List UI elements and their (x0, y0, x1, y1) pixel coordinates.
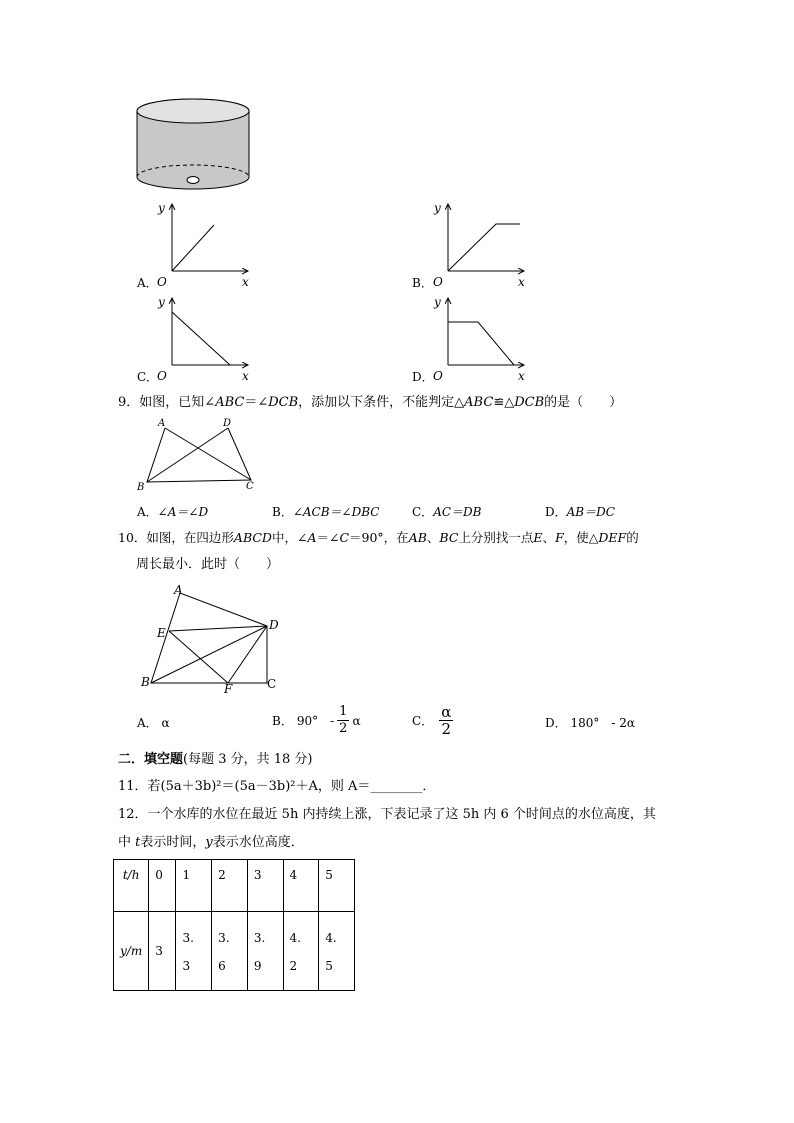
section-title: 二．填空题(每题 3 分，共 18 分) (118, 752, 313, 767)
q10-option-b[interactable]: B． 90° - $\frac{1}{2}$ α (272, 704, 361, 736)
table-cell: 4. 5 (319, 912, 355, 991)
table-cell: 3. 9 (247, 912, 283, 991)
q10-option-a[interactable]: A． α (137, 716, 170, 730)
q9-option-b[interactable]: B．∠ACB＝∠DBC (272, 505, 380, 519)
vertex-b: B (137, 482, 145, 493)
table-cell: 3 (247, 860, 283, 912)
table-cell: 3. 6 (212, 912, 248, 991)
origin-label: O (433, 369, 443, 383)
table-cell: 0 (149, 860, 176, 912)
x-axis-label: x (242, 369, 249, 383)
q10-figure (138, 582, 288, 696)
table-cell: 2 (212, 860, 248, 912)
x-axis-label: x (518, 369, 525, 383)
q10-option-c[interactable]: C． $\frac{\alpha}{2}$ (412, 703, 452, 738)
x-axis-label: x (518, 275, 525, 289)
q8-graph-a[interactable] (152, 200, 257, 290)
table-cell: 5 (319, 860, 355, 912)
table-cell: 4. 2 (283, 912, 319, 991)
vertex-d: D (269, 618, 279, 632)
y-axis-label: y (434, 201, 441, 215)
table-cell: 3. 3 (176, 912, 212, 991)
vertex-b: B (141, 675, 150, 689)
y-axis-label: y (158, 295, 165, 309)
x-axis-label: x (242, 275, 249, 289)
q11-text: 11．若(5a＋3b)²＝(5a－3b)²＋A，则 A＝________． (118, 779, 436, 794)
table-cell: y/m (114, 912, 149, 991)
vertex-a: A (158, 418, 166, 429)
q8-option-d-label: D． (412, 370, 434, 384)
origin-label: O (433, 275, 443, 289)
q10-option-d[interactable]: D． 180° - 2α (545, 716, 635, 730)
q8-option-a-label: A． (137, 276, 158, 290)
cylinder-figure (132, 94, 254, 198)
vertex-e: E (157, 626, 166, 640)
origin-label: O (157, 275, 167, 289)
table-row (114, 860, 355, 912)
q9-option-c[interactable]: C．AC＝DB (412, 505, 482, 519)
table-cell: t/h (114, 860, 149, 912)
q8-option-c-label: C． (137, 370, 159, 384)
q9-figure (136, 416, 260, 494)
y-axis-label: y (158, 201, 165, 215)
q9-stem: 9．如图，已知∠ABC＝∠DCB，添加以下条件，不能判定△ABC≌△DCB的是（ ） (118, 395, 623, 410)
vertex-a: A (174, 583, 183, 597)
table-row (114, 912, 355, 991)
q9-option-a[interactable]: A．∠A＝∠D (137, 505, 209, 519)
vertex-f: F (224, 682, 233, 696)
y-axis-label: y (434, 295, 441, 309)
water-level-table (113, 859, 355, 991)
vertex-d: D (223, 418, 232, 429)
q9-option-d[interactable]: D．AB＝DC (545, 505, 615, 519)
q10-stem-line2: 周长最小．此时（ ） (136, 557, 280, 572)
q12-line2: 中 t表示时间，y表示水位高度． (118, 835, 304, 850)
vertex-c: C (246, 481, 254, 492)
table-cell: 3 (149, 912, 176, 991)
table-cell: 1 (176, 860, 212, 912)
table-cell: 4 (283, 860, 319, 912)
q8-graph-c[interactable] (152, 294, 257, 384)
q8-option-b-label: B． (412, 276, 433, 290)
q12-line1: 12．一个水库的水位在最近 5h 内持续上涨，下表记录了这 5h 内 6 个时间点的水位高度，其 (118, 807, 656, 822)
q8-graph-d[interactable] (428, 294, 533, 384)
origin-label: O (157, 369, 167, 383)
vertex-c: C (267, 677, 277, 691)
q8-graph-b[interactable] (428, 200, 533, 290)
q10-stem-line1: 10．如图，在四边形ABCD中，∠A＝∠C＝90°，在AB、BC上分别找一点E、F，使△DEF的 (118, 530, 639, 545)
